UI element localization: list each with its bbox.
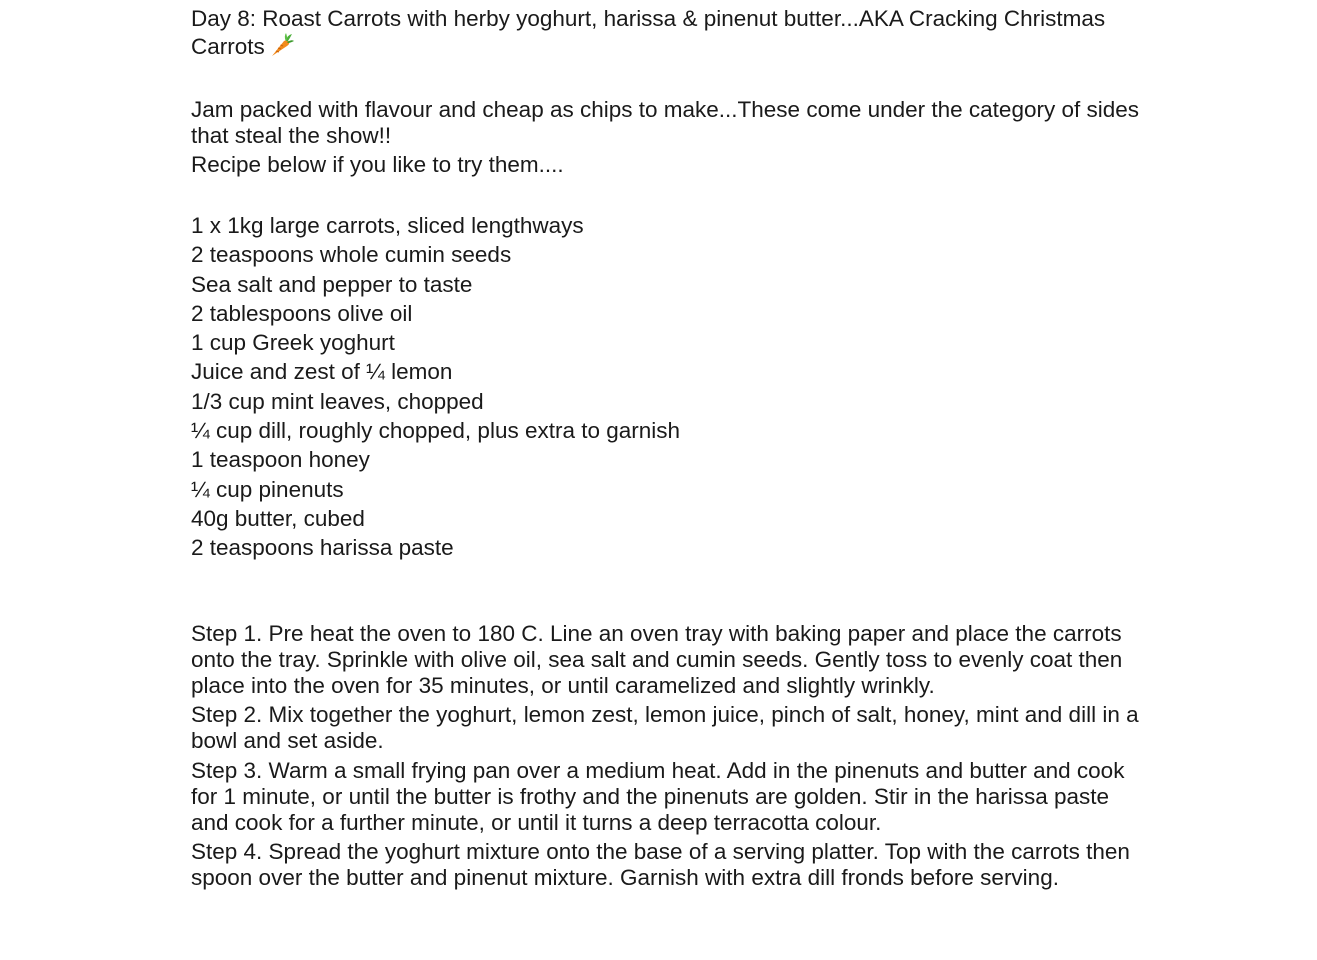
recipe-line: Recipe below if you like to try them.... bbox=[191, 152, 564, 177]
step-item: Step 3. Warm a small frying pan over a medium heat. Add in the pinenuts and butter and cook for 1 minute, or until the butter is frothy and the pinenuts are golden. Stir in the harissa paste and cook for a further minute, or until it turns a deep terracotta colour. bbox=[191, 757, 1125, 835]
ingredient-item: 1 x 1kg large carrots, sliced lengthways bbox=[191, 213, 584, 238]
ingredient-item: 2 teaspoons harissa paste bbox=[191, 535, 454, 561]
ingredient-item: ¼ cup pinenuts bbox=[191, 476, 344, 502]
ingredient-item: Sea salt and pepper to taste bbox=[191, 271, 473, 297]
ingredient-item: 40g butter, cubed bbox=[191, 505, 365, 531]
ingredient-item: 2 teaspoons whole cumin seeds bbox=[191, 242, 512, 268]
carrot-icon bbox=[269, 32, 295, 64]
step-item: Step 2. Mix together the yoghurt, lemon zest, lemon juice, pinch of salt, honey, mint and dill in a bowl and set aside. bbox=[191, 702, 1139, 754]
note-body[interactable] bbox=[191, 6, 1151, 895]
ingredient-item: 1 teaspoon honey bbox=[191, 447, 370, 473]
ingredient-item: 2 tablespoons olive oil bbox=[191, 300, 413, 326]
ingredient-item: ¼ cup dill, roughly chopped, plus extra to garnish bbox=[191, 418, 681, 444]
note-title bbox=[191, 6, 1151, 64]
note-title-text: Day 8: Roast Carrots with herby yoghurt, harissa & pinenut butter...AKA Cracking Christmas Carrots bbox=[191, 6, 1106, 59]
intro-text: Jam packed with flavour and cheap as chips to make...These come under the category of sides that steal the show!! bbox=[191, 97, 1140, 148]
ingredient-item: Juice and zest of ¼ lemon bbox=[191, 359, 453, 385]
ingredient-item: 1/3 cup mint leaves, chopped bbox=[191, 388, 484, 414]
step-item: Step 4. Spread the yoghurt mixture onto the base of a serving platter. Top with the carrots then spoon over the butter and pinenut mixture. Garnish with extra dill fronds before serving. bbox=[191, 839, 1130, 891]
ingredient-list bbox=[191, 211, 1151, 563]
ingredient-item: 1 cup Greek yoghurt bbox=[191, 330, 395, 356]
step-item: Step 1. Pre heat the oven to 180 C. Line an oven tray with baking paper and place the carrots onto the tray. Sprinkle with olive oil, sea salt and cumin seeds. Gently toss to evenly coat then place into the oven for 35 minutes, or until caramelized and slightly wrinkly. bbox=[191, 620, 1123, 698]
intro-section bbox=[191, 97, 1151, 178]
method-steps bbox=[191, 621, 1151, 892]
